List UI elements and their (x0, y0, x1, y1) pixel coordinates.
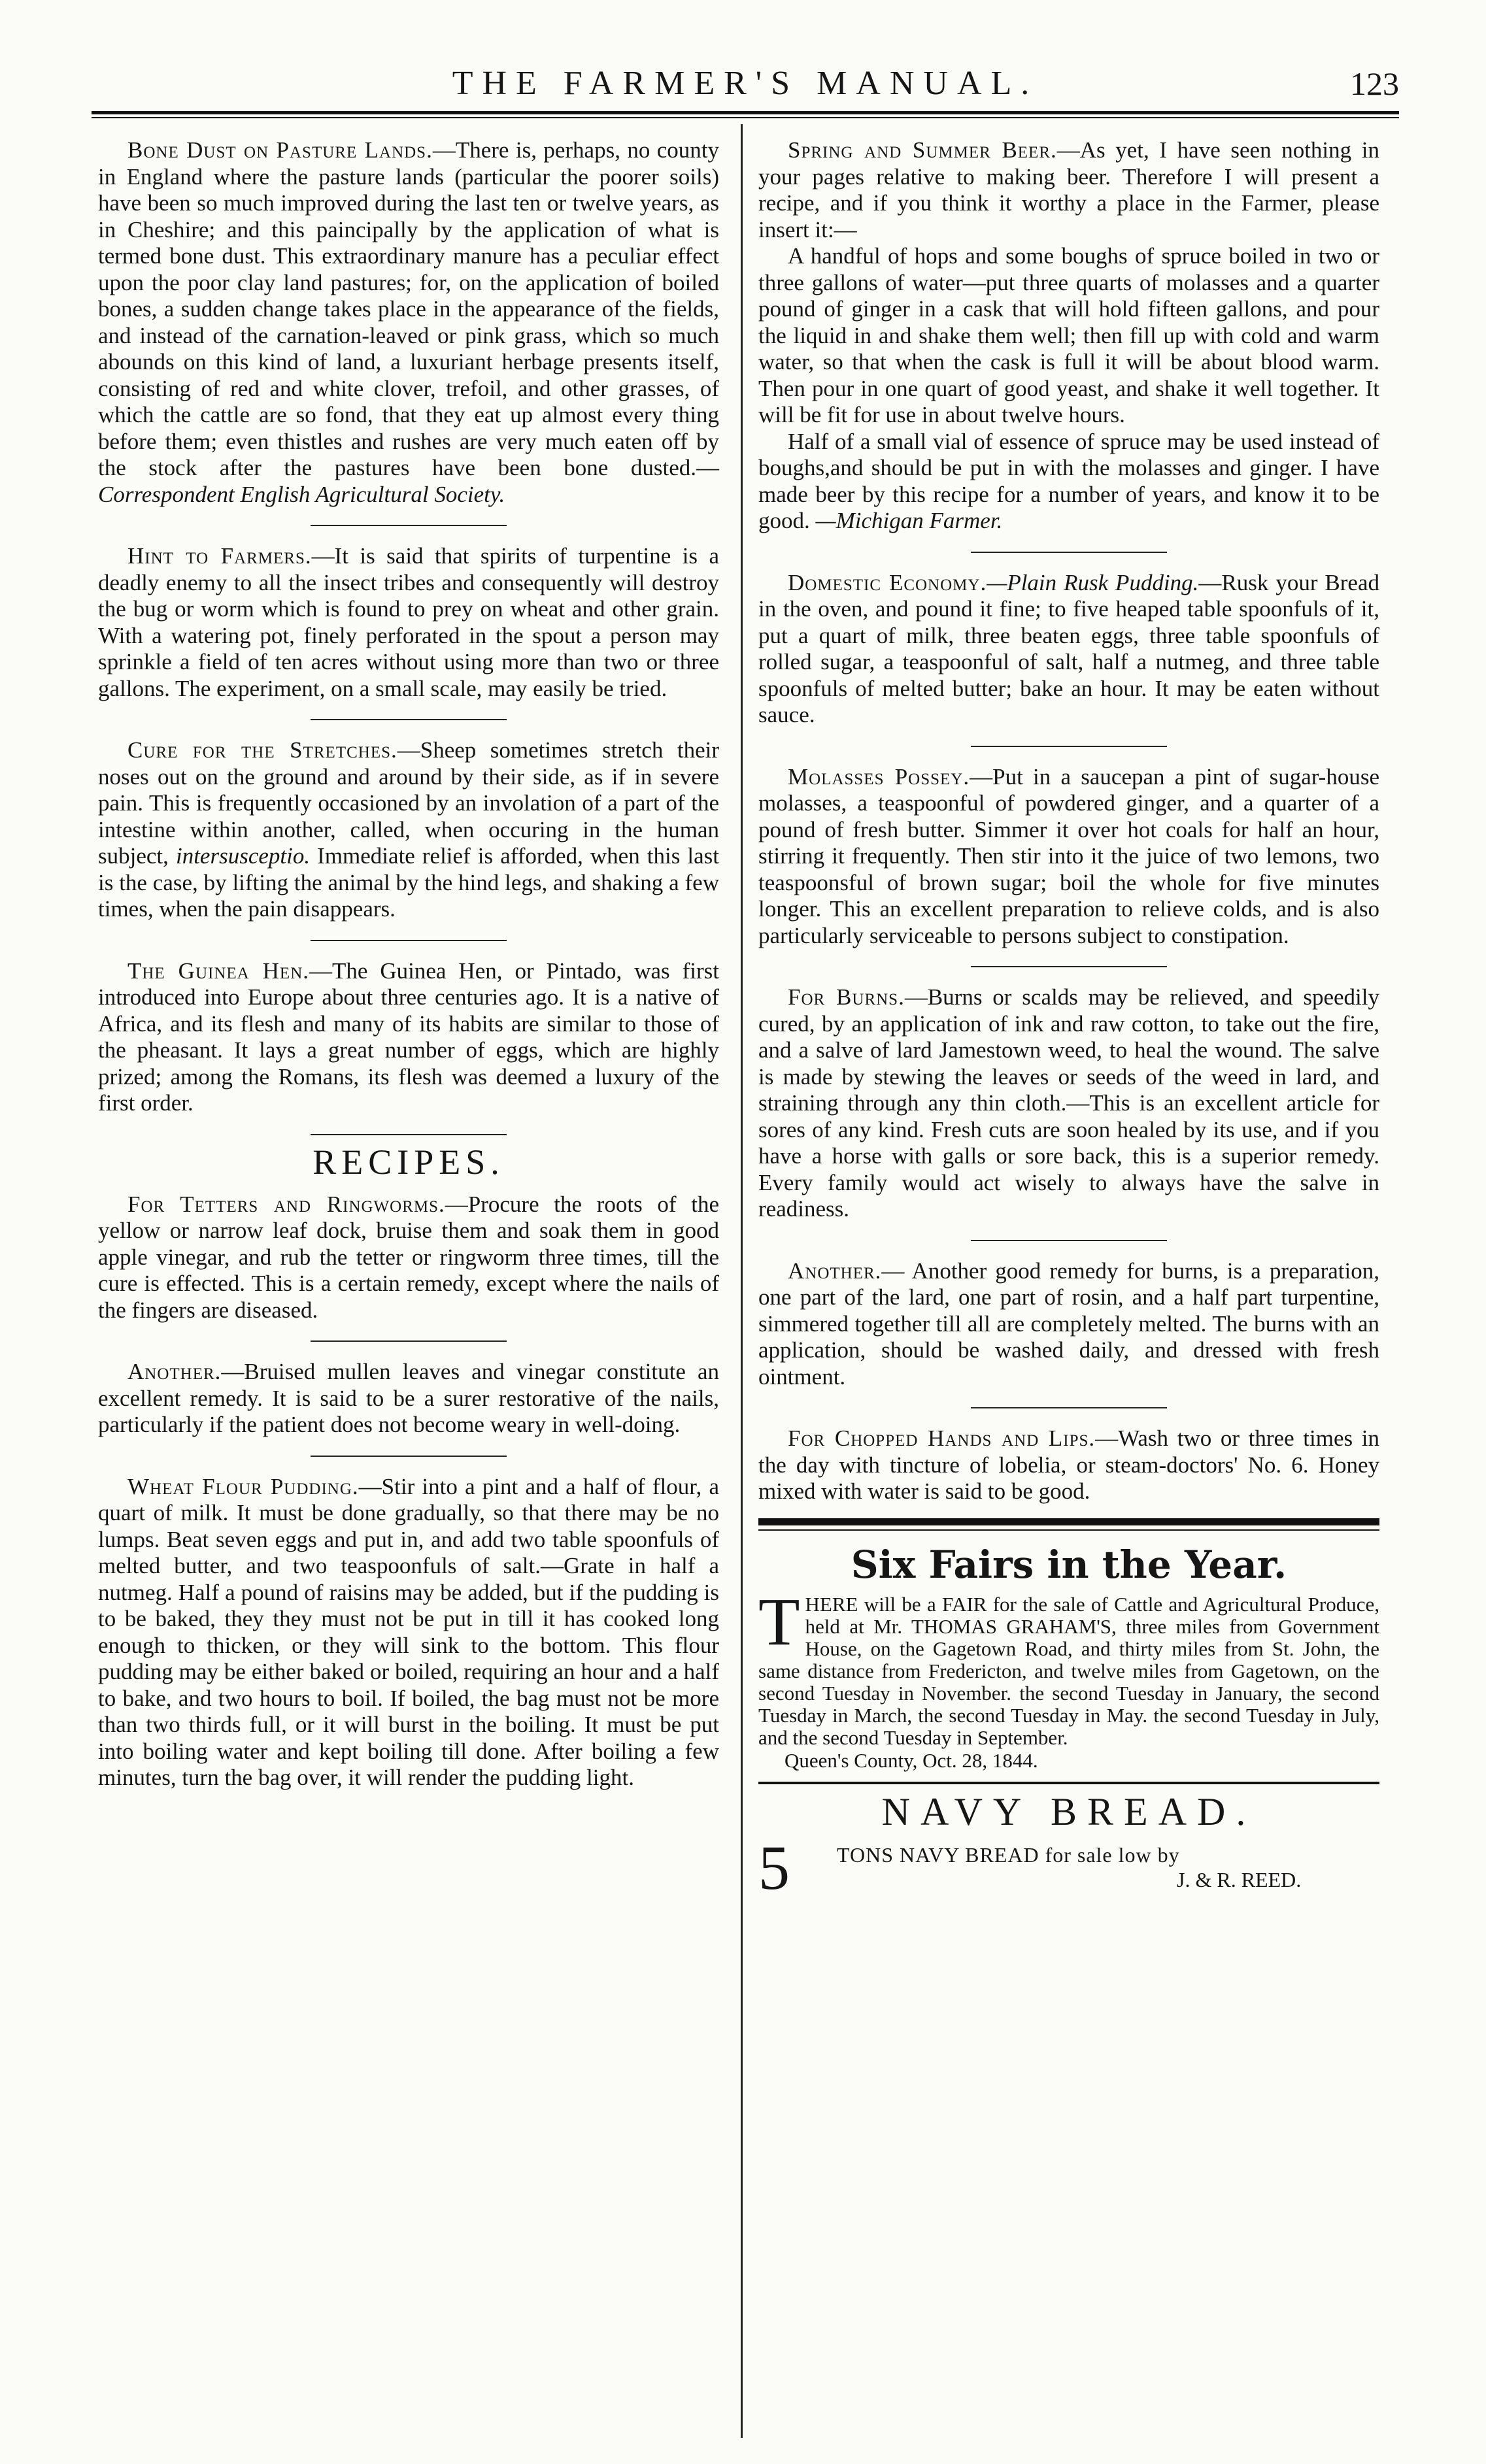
advertisement-body (758, 1832, 1379, 1903)
advertisement-text: HERE will be a FAIR for the sale of Cattle and Agricultural Produce, held at Mr. THOMAS GRAHAM'S, three miles from Government House, on the Gagetown Road, and thirty miles from St. John, the same distance from Fredericton, and twelve miles from Gagetown, on the second Tuesday in November. the second Tuesday in January, the second Tuesday in March, the second Tuesday in May. the second Tuesday in July, and the second Tuesday in September. (758, 1592, 1379, 1749)
advertisement-text: TONS NAVY BREAD for sale low by (837, 1842, 1180, 1867)
article-spring-beer (758, 137, 1379, 535)
article-text: Immediate relief is afforded, when this last is the case, by lifting the animal by the hind legs, and shaking a few times, when the pain disappears. (98, 843, 720, 922)
article-text: —The Guinea Hen, or Pintado, was first introduced into Europe about three centuries ago. It is a native of Africa, and its flesh and many of its habits are similar to those of the pheasant. It lays a great number of eggs, which are highly prized; among the Romans, its flesh was deemed a luxury of the first order. (98, 957, 719, 1116)
advertisement-rule-thin (758, 1529, 1379, 1531)
article-heading: Domestic Economy. (788, 569, 987, 595)
recipe-text: —Bruised mullen leaves and vinegar constitute an excellent remedy. It is said to be a surer restorative of the nails, particularly if the patient does not become weary in well-doing. (98, 1359, 719, 1437)
article-separator (971, 552, 1167, 553)
article-separator (311, 940, 507, 941)
article-stretches (98, 737, 719, 923)
article-source: Correspondent English Agricultural Society. (98, 481, 505, 507)
article-separator (311, 525, 507, 526)
recipe-text: —Stir into a pint and a half of flour, a quart of milk. It must be done gradually, so that there may be no lumps. Beat seven eggs and put in, and add two table spoonfuls of melted butter, and two teaspoonfuls of salt.—Grate in half a nutmeg. Half a pound of raisins may be added, but if the pudding is to be baked, they they must not be put in till it has cooked long enough to thicken, or they will sink to the bottom. This flour pudding may be either baked or boiled, requiring an hour and a half to bake, and two hours to boil. If boiled, the bag must not be more than two thirds full, or it will burst in the boiling. It must be put into boiling water and kept boiling till done. After boiling a few minutes, turn the bag over, it will render the pudding light. (98, 1473, 720, 1790)
advertisement-body (758, 1584, 1379, 1749)
recipe-text: —Wash two or three times in the day with tincture of lobelia, or steam-doctors' No. 6. Honey mixed with water is said to be good. (758, 1425, 1379, 1504)
recipe-wheat-flour-pudding (98, 1474, 719, 1791)
article-bone-dust (98, 137, 719, 508)
article-domestic-economy (758, 570, 1379, 729)
article-text: Half of a small vial of essence of spruce may be used instead of boughs,and should be put in with the molasses and ginger. I have made beer by this recipe for a number of years, and know it to be good. (758, 428, 1379, 533)
right-column (758, 137, 1379, 1903)
page-number: 123 (1350, 65, 1399, 102)
recipe-heading: Another. (788, 1257, 882, 1284)
advertisement-rule (758, 1782, 1379, 1784)
advertisement-title: NAVY BREAD. (881, 1790, 1257, 1833)
article-text: —Sheep sometimes stretch their noses out on the ground and around by their side, as if in severe pain. This is frequently occasioned by an involation of a part of the intestine within another, called, when occuring in the human subject, (98, 737, 719, 869)
article-separator (311, 1340, 507, 1342)
drop-cap: T (758, 1584, 800, 1659)
advertisement-title: Six Fairs in the Year. (851, 1542, 1287, 1587)
article-subheading: —Plain Rusk Pudding. (987, 569, 1199, 595)
recipe-chopped-hands (758, 1425, 1379, 1505)
article-text: —As yet, I have seen nothing in your pages relative to making beer. Therefore I will present a recipe, and if you think it worthy a place in the Farmer, please insert it:— (758, 137, 1379, 242)
page-header (92, 60, 1399, 107)
article-separator (311, 1456, 507, 1457)
recipe-heading: Another. (127, 1359, 222, 1384)
recipe-heading: For Tetters and Ringworms. (127, 1191, 445, 1217)
recipe-text: — Another good remedy for burns, is a preparation, one part of the lard, one part of rosin, and a half part turpentine, simmered together till all are completely melted. The burns with an application, should be washed daily, and dressed with fresh ointment. (758, 1257, 1379, 1390)
article-paragraph: A handful of hops and some boughs of spruce boiled in two or three gallons of water—put three quarts of molasses and a quarter pound of ginger in a cask that will hold fifteen gallons, and pour the liquid in and shake them well; then fill up with cold and warm water, so that when the cask is full it will be about blood warm. Then pour in one quart of good yeast, and shake it well together. It will be fit for use in about twelve hours. (758, 243, 1379, 427)
publication-title: THE FARMER'S MANUAL. (452, 65, 1039, 102)
recipe-heading: For Chopped Hands and Lips. (788, 1425, 1096, 1451)
quantity-number: 5 (758, 1832, 790, 1903)
article-heading: The Guinea Hen. (127, 957, 310, 984)
article-text: —Rusk your Bread in the oven, and pound it fine; to five heaped table spoonfuls of it, put a quart of milk, three beaten eggs, three table spoonfuls of rolled sugar, a teaspoonful of salt, half a nutmeg, and three table spoonfuls of melted butter; bake an hour. It may be eaten without sauce. (758, 569, 1379, 727)
article-heading: Bone Dust on Pasture Lands. (127, 137, 433, 163)
recipe-heading: Molasses Possey. (788, 763, 970, 790)
recipe-heading: For Burns. (788, 984, 905, 1010)
recipe-heading: Wheat Flour Pudding. (127, 1473, 359, 1499)
advertiser-name: J. & R. REED. (1177, 1867, 1302, 1891)
recipes-title: RECIPES. (312, 1142, 505, 1182)
recipe-text: —Burns or scalds may be relieved, and speedily cured, by an application of ink and raw cotton, to take out the fire, and a salve of lard Jamestown weed, to heal the wound. The salve is made by stewing the leaves or seeds of the weed in lard, and straining through any thin cloth.—This is an excellent article for sores of any kind. Fresh cuts are soon healed by its use, and if you have a horse with galls or sore back, this is a superior remedy. Every family would act wisely to always have the salve in readiness. (758, 984, 1379, 1222)
article-heading: Hint to Farmers. (127, 543, 312, 569)
column-divider (741, 124, 743, 2438)
article-heading: Cure for the Stretches. (127, 737, 397, 763)
advertisement-signature: Queen's County, Oct. 28, 1844. (785, 1748, 1038, 1772)
recipe-another-burns (758, 1258, 1379, 1391)
article-separator (311, 1134, 507, 1135)
article-separator (971, 1240, 1167, 1241)
recipe-tetters (98, 1191, 719, 1324)
article-separator (971, 966, 1167, 967)
latin-term: intersusceptio. (175, 843, 311, 869)
recipe-molasses-possey (758, 764, 1379, 950)
advertisement-fairs (758, 1542, 1379, 1773)
article-hint-to-farmers (98, 543, 719, 702)
recipe-text: —Procure the roots of the yellow or narrow leaf dock, bruise them and soak them in good apple vinegar, and rub the tetter or ringworm three times, till the cure is effected. This is a certain remedy, except where the nails of the fingers are diseased. (98, 1191, 719, 1323)
article-guinea-hen (98, 958, 719, 1117)
recipe-text: —Put in a saucepan a pint of sugar-house molasses, a teaspoonful of powdered ginger, and a quarter of a pound of fresh butter. Simmer it over hot coals for half an hour, stirring it frequently. Then stir into it the juice of two lemons, two teaspoonsful of brown sugar; boil the whole for five minutes longer. This an excellent preparation to relieve colds, and is also particularly serviceable to persons subject to constipation. (758, 763, 1379, 948)
recipe-another-nails (98, 1359, 719, 1439)
advertisement-navy-bread (758, 1790, 1379, 1903)
article-heading: Spring and Summer Beer. (788, 137, 1057, 163)
header-rule (92, 111, 1399, 118)
article-separator (311, 719, 507, 720)
left-column (98, 137, 719, 1801)
article-text: —There is, perhaps, no county in England where the pasture lands (particular the poorer soils) have been so much improved during the last ten or twelve years, as in Cheshire; and this paincipally by the application of what is termed bone dust. This extraordinary manure has a peculiar effect upon the poor clay land pastures; for, on the application of boiled bones, a sudden change takes place in the appearance of the fields, and instead of the carnation-leaved or pink grass, which so much abounds on this kind of land, a luxuriant herbage presents itself, consisting of red and white clover, trefoil, and other grasses, of which the cattle are so fond, that they eat up almost every thing before them; even thistles and rushes are very much eaten off by the stock after the pastures have been bone dusted.— (98, 137, 719, 480)
article-text: —It is said that spirits of turpentine is a deadly enemy to all the insect tribes and consequently will destroy the bug or worm which is found to prey on wheat and other grain. With a watering pot, finely perforated in the spout a person may sprinkle a field of ten acres without using more than two or three gallons. The experiment, on a small scale, may easily be tried. (98, 543, 719, 701)
advertisement-rule (758, 1518, 1379, 1525)
article-source: —Michigan Farmer. (815, 508, 1003, 533)
recipe-for-burns (758, 984, 1379, 1223)
article-separator (971, 746, 1167, 747)
article-separator (971, 1407, 1167, 1408)
